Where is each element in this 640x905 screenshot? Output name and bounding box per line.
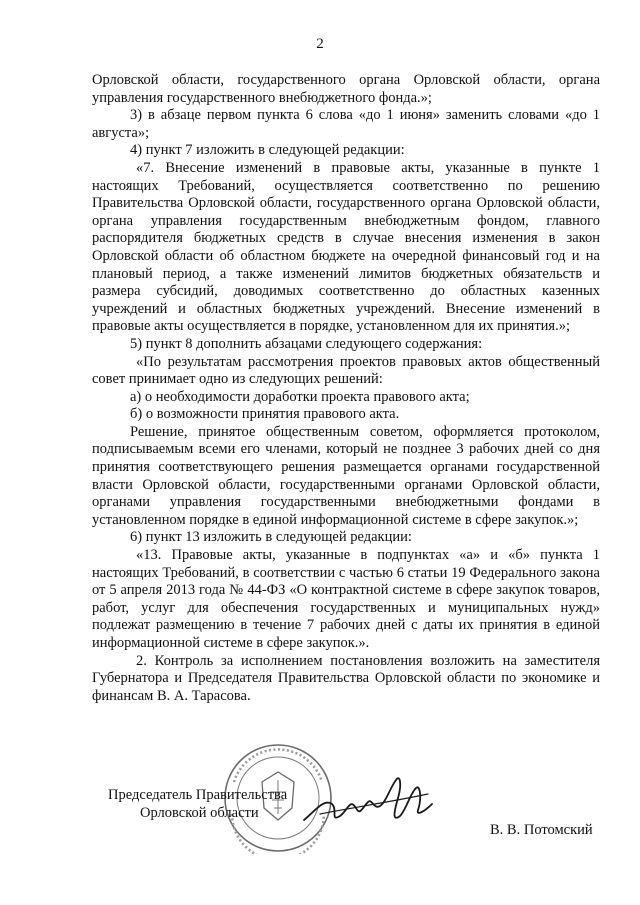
- paragraph-clause-13: «13. Правовые акты, указанные в подпунктах «а» и «б» пункта 1 настоящих Требований, в соответствии с частью 6 статьи 19 Федерального закона от 5 апреля 2013 года № 44-ФЗ «О контрактной системе в сфере закупок товаров, работ, услуг для обеспечения государственных и муниципальных нужд» подлежат размещению в течение 7 рабочих дней с даты их принятия в единой информационной системе в сфере закупок.».: [92, 547, 600, 651]
- signature-title-line2: Орловской области: [140, 805, 259, 821]
- paragraph-option-a: а) о необходимости доработки проекта правового акта;: [130, 388, 470, 405]
- paragraph-control: 2. Контроль за исполнением постановления возложить на заместителя Губернатора и Председателя Правительства Орловской области по экономике и финансам В. А. Тарасова.: [92, 652, 600, 704]
- paragraph-review-results: «По результатам рассмотрения проектов правовых актов общественный совет принимает одно из следующих решений:: [92, 353, 600, 388]
- paragraph-decision: Решение, принятое общественным советом, оформляется протоколом, подписываемым всеми его членами, который не позднее 3 рабочих дней со дня принятия соответствующего решения размещается органами государственной власти Орловской области, государственными органами Орловской области, органами управления государственными внебюджетными фондами в установленном порядке в единой информационной системе в сфере закупок.»;: [92, 423, 600, 528]
- document-body: [92, 72, 600, 705]
- paragraph-item-4: 4) пункт 7 изложить в следующей редакции:: [130, 142, 405, 159]
- paragraph-item-3: 3) в абзаце первом пункта 6 слова «до 1 июня» заменить словами «до 1 августа»;: [92, 107, 600, 141]
- paragraph-clause-7: «7. Внесение изменений в правовые акты, указанные в пункте 1 настоящих Требований, осуществляется соответственно по решению Правительства Орловской области, государственного органа Орловской области, органа управления государственным внебюджетным фондом, главного распорядителя бюджетных средств в случае внесения изменения в закон Орловской области об областном бюджете на очередной финансовый год и на плановый период, а также изменений лимитов бюджетных обязательств и размера субсидий, доводимых соответственно до областных казенных учреждений и областных бюджетных учреждений. Внесение изменений в правовые акты осуществляется в порядке, установленном для их принятия.»;: [92, 159, 600, 335]
- paragraph-option-b: б) о возможности принятия правового акта.: [130, 406, 400, 423]
- paragraph-continuation: Орловской области, государственного органа Орловской области, органа управления государственного внебюджетного фонда.»;: [92, 72, 600, 106]
- page-number: 2: [316, 36, 324, 52]
- paragraph-item-5: 5) пункт 8 дополнить абзацами следующего содержания:: [130, 335, 483, 352]
- signature-title: [108, 786, 308, 822]
- signatory-name: В. В. Потомский: [490, 822, 593, 838]
- signature-title-line1: Председатель Правительства: [108, 787, 288, 803]
- paragraph-item-6: 6) пункт 13 изложить в следующей редакции:: [130, 529, 412, 546]
- handwritten-signature: [300, 758, 440, 838]
